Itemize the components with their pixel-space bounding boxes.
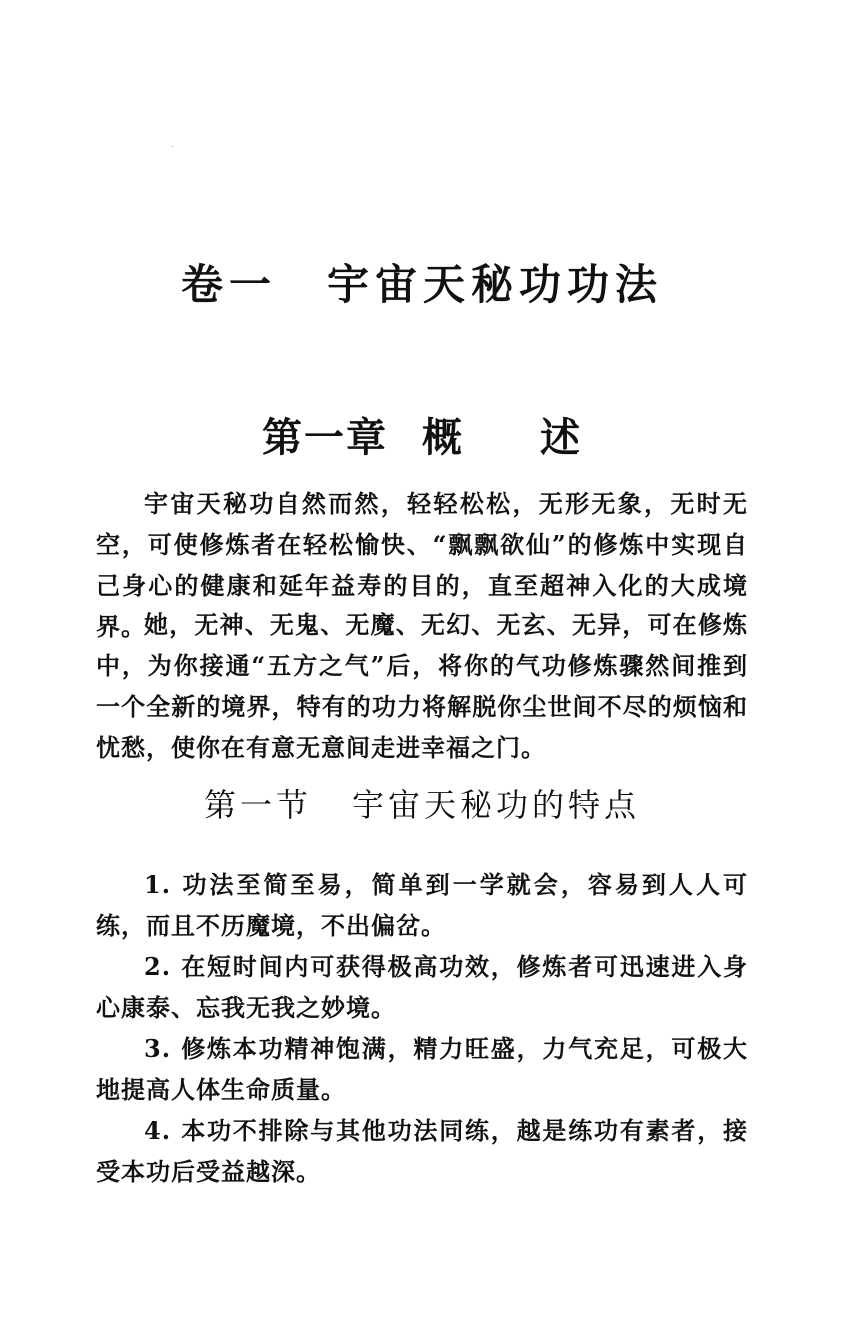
volume-label: 卷一 bbox=[180, 260, 277, 309]
feature-item-3: 3. 修炼本功精神饱满，精力旺盛，力气充足，可极大地提高人体生命质量。 bbox=[96, 1034, 748, 1104]
chapter-title-char-1: 概 bbox=[422, 414, 464, 461]
chapter-title bbox=[0, 406, 844, 463]
feature-item-1: 1. 功法至简至易，简单到一学就会，容易到人人可练，而且不历魔境，不出偏岔。 bbox=[96, 870, 748, 940]
section-label: 第一节 bbox=[203, 786, 312, 824]
section-name: 宇宙天秘功的特点 bbox=[352, 786, 641, 824]
intro-paragraph-1: 宇宙天秘功自然而然，轻轻松松，无形无象，无时无空，可使修炼者在轻松愉快、“飘飘欲仙”的修炼中实现自己身心的健康和延年益寿的目的，直至超神入化的大成境界。 bbox=[96, 489, 748, 641]
feature-item-4: 4. 本功不排除与其他功法同练，越是练功有素者，接受本功后受益越深。 bbox=[96, 1116, 748, 1186]
scan-speck bbox=[172, 146, 173, 147]
feature-item-2: 2. 在短时间内可获得极高功效，修炼者可迅速进入身心康泰、忘我无我之妙境。 bbox=[96, 952, 748, 1022]
chapter-label: 第一章 bbox=[262, 414, 388, 461]
section-title bbox=[0, 780, 844, 826]
volume-title bbox=[0, 252, 844, 312]
volume-name: 宇宙天秘功功法 bbox=[327, 260, 664, 309]
intro-paragraph-2: 她，无神、无鬼、无魔、无幻、无玄、无异，可在修炼中，为你接通“五方之气”后，将你的气功修炼骤然间推到一个全新的境界，特有的功力将解脱你尘世间不尽的烦恼和忧愁，使你在有意无意间走进幸福之门。 bbox=[96, 610, 748, 762]
chapter-title-char-2: 述 bbox=[540, 414, 582, 461]
